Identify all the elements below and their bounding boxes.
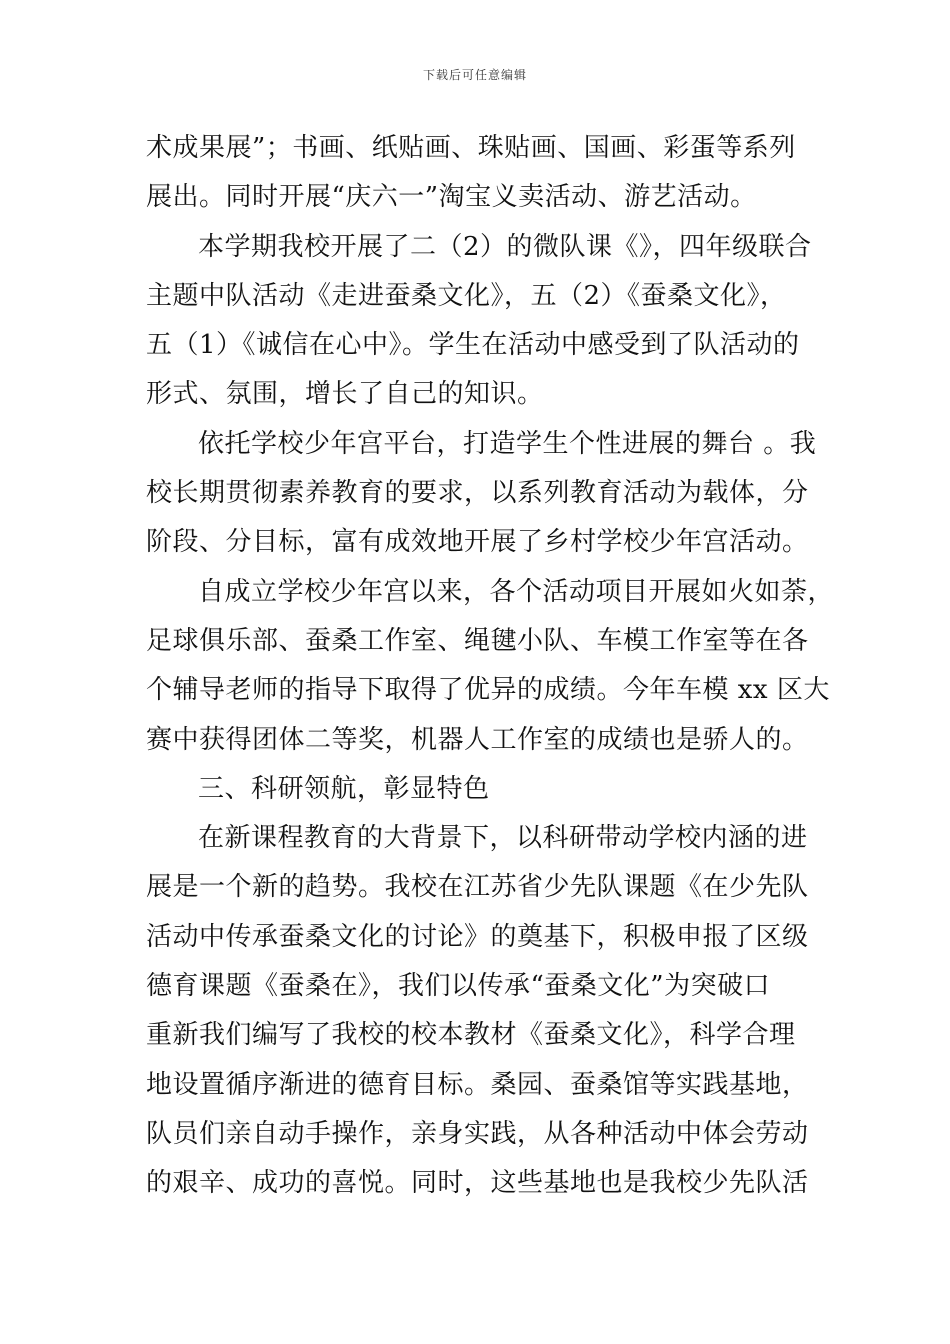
paragraph-start-line: 本学期我校开展了二（2）的微队课《》，四年级联合 xyxy=(198,231,812,262)
paragraph-start-line: 在新课程教育的大背景下，以科研带动学校内涵的进 xyxy=(198,823,808,854)
text-line: 队员们亲自动手操作，亲身实践，从各种活动中体会劳动 xyxy=(146,1118,809,1149)
text-line: 的艰辛、成功的喜悦。同时，这些基地也是我校少先队活 xyxy=(146,1168,809,1199)
text-line: 足球俱乐部、蚕桑工作室、绳毽小队、车模工作室等在各 xyxy=(146,625,809,656)
paragraph-start-line: 依托学校少年宫平台，打造学生个性进展的舞台 。我 xyxy=(198,428,817,459)
text-line: 地设置循序渐进的德育目标。桑园、蚕桑馆等实践基地， xyxy=(146,1069,809,1100)
text-line: 活动中传承蚕桑文化的讨论》的奠基下，积极申报了区级 xyxy=(146,921,809,952)
page-header: 下载后可任意编辑 xyxy=(422,68,527,82)
text-line: 校长期贯彻素养教育的要求，以系列教育活动为载体，分 xyxy=(146,478,809,509)
section-heading: 三、科研领航，彰显特色 xyxy=(198,773,490,804)
document-body xyxy=(146,124,835,1209)
text-line: 重新我们编写了我校的校本教材《蚕桑文化》，科学合理 xyxy=(146,1020,796,1051)
text-line: 德育课题《蚕桑在》，我们以传承“蚕桑文化”为突破口 xyxy=(146,971,771,1002)
text-line: 五（1）《诚信在心中》。学生在活动中感受到了队活动的 xyxy=(146,330,800,361)
text-line: 展是一个新的趋势。我校在江苏省少先队课题《在少先队 xyxy=(146,872,809,903)
paragraph-start-line: 自成立学校少年宫以来，各个活动项目开展如火如荼， xyxy=(198,576,835,607)
text-line: 个辅导老师的指导下取得了优异的成绩。今年车模 xx 区大 xyxy=(146,675,830,706)
text-line: 赛中获得团体二等奖，机器人工作室的成绩也是骄人的。 xyxy=(146,724,809,755)
text-line: 展出。同时开展“庆六一”淘宝义卖活动、游艺活动。 xyxy=(146,182,757,213)
text-line: 术成果展”；书画、纸贴画、珠贴画、国画、彩蛋等系列 xyxy=(146,133,796,163)
text-line: 形式、氛围，增长了自己的知识。 xyxy=(146,379,544,410)
text-line: 主题中队活动《走进蚕桑文化》，五（2）《蚕桑文化》， xyxy=(146,280,787,311)
text-line: 阶段、分目标，富有成效地开展了乡村学校少年宫活动。 xyxy=(146,527,809,558)
